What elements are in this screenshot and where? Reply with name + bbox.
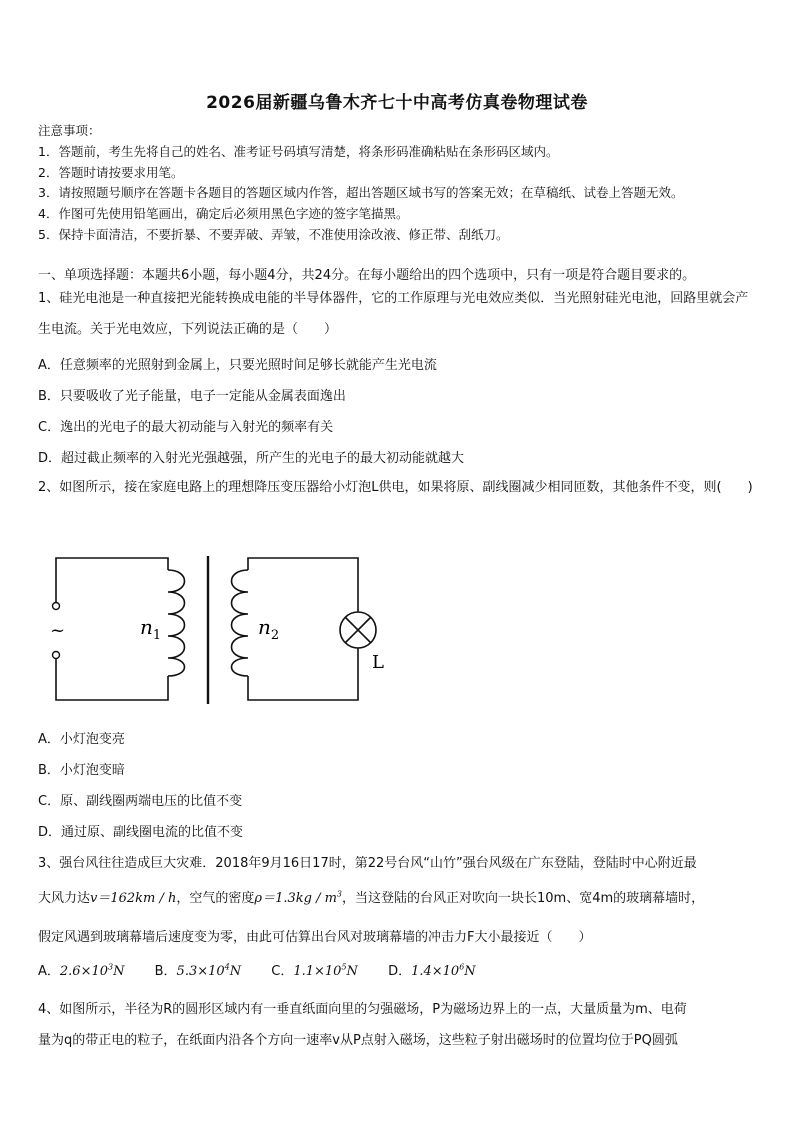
n1-label: $n_1$ bbox=[140, 615, 162, 643]
notice-item-5: 5．保持卡面清洁，不要折暴、不要弄破、弄皱，不准使用涂改液、修正带、刮纸刀。 bbox=[38, 227, 509, 242]
q1-option-a: A．任意频率的光照射到金属上，只要光照时间足够长就能产生光电流 bbox=[38, 358, 437, 373]
q3-option-a: A．$2.6\times 10^3N$ bbox=[38, 962, 125, 979]
primary-top-wire bbox=[56, 558, 168, 603]
air-density-expr: $\rho=1.3kg / m^3$ bbox=[254, 889, 343, 906]
q1-option-b: B．只要吸收了光子能量，电子一定能从金属表面逸出 bbox=[38, 389, 346, 404]
q1-option-d: D．超过截止频率的入射光光强越强，所产生的光电子的最大初动能就越大 bbox=[38, 451, 465, 466]
n2-label: $n_2$ bbox=[258, 615, 280, 643]
question-4-line-2: 量为q的带正电的粒子，在纸面内沿各个方向一速率v从P点射入磁场，这些粒子射出磁场时的位置均位于PQ圆弧 bbox=[38, 1033, 678, 1048]
q2-option-d: D．通过原、副线圈电流的比值不变 bbox=[38, 825, 244, 840]
wind-speed-expr: v＝162km / h bbox=[90, 891, 177, 906]
secondary-coil bbox=[232, 570, 249, 676]
question-4-line-1: 4、如图所示，半径为R的圆形区域内有一垂直纸面向里的匀强磁场，P为磁场边界上的一点，大量质量为m、电荷 bbox=[38, 1002, 687, 1017]
q2-option-b: B．小灯泡变暗 bbox=[38, 763, 125, 778]
primary-bottom-wire bbox=[56, 658, 168, 700]
q3-option-c: C．$1.1\times 10^5N$ bbox=[271, 962, 358, 979]
q3-option-b: B．$5.3\times 10^4N$ bbox=[154, 962, 242, 979]
terminal-bottom bbox=[53, 652, 60, 659]
q2-option-a: A．小灯泡变亮 bbox=[38, 732, 125, 747]
section-heading: 一、单项选择题：本题共6小题，每小题4分，共24分。在每小题给出的四个选项中，只有一项是符合题目要求的。 bbox=[38, 268, 696, 283]
question-1-stem: 1、硅光电池是一种直接把光能转换成电能的半导体器件，它的工作原理与光电效应类似．当光照射硅光电池，回路里就会产生电流。关于光电效应，下列说法正确的是（ ） bbox=[38, 291, 749, 337]
notice-item-2: 2．答题时请按要求用笔。 bbox=[38, 165, 184, 180]
question-2-stem: 2、如图所示，接在家庭电路上的理想降压变压器给小灯泡L供电，如果将原、副线圈减少相同匝数，其他条件不变，则( ) bbox=[38, 480, 753, 495]
question-3-line-3: 假定风遇到玻璃幕墙后速度变为零，由此可估算出台风对玻璃幕墙的冲击力F大小最接近（ ） bbox=[38, 930, 592, 945]
q3-options bbox=[38, 960, 502, 979]
question-3-line-2: 大风力达v＝162km / h，空气的密度$\rho=1.3kg / m^3$，当这登陆的台风正对吹向一块长10m、宽4m的玻璃幕墙时， bbox=[38, 889, 705, 906]
notice-item-4: 4．作图可先使用铅笔画出，确定后必须用黑色字迹的签字笔描黑。 bbox=[38, 206, 409, 221]
primary-coil bbox=[168, 570, 185, 676]
question-3-line-1: 3、强台风往往造成巨大灾难．2018年9月16日17时，第22号台风“山竹”强台风级在广东登陆，登陆时中心附近最 bbox=[38, 856, 697, 871]
q2-option-c: C．原、副线圈两端电压的比值不变 bbox=[38, 794, 243, 809]
q1-option-c: C．逸出的光电子的最大初动能与入射光的频率有关 bbox=[38, 420, 334, 435]
secondary-top-wire bbox=[248, 558, 358, 612]
notice-item-3: 3．请按照题号顺序在答题卡各题目的答题区域内作答，超出答题区域书写的答案无效；在草稿纸、试卷上答题无效。 bbox=[38, 185, 684, 200]
page-title: 2026届新疆乌鲁木齐七十中高考仿真卷物理试卷 bbox=[206, 93, 588, 113]
notice-heading: 注意事项： bbox=[38, 123, 101, 138]
transformer-circuit-diagram bbox=[40, 548, 384, 708]
terminal-top bbox=[53, 603, 60, 610]
secondary-bottom-wire bbox=[248, 648, 358, 700]
notice-item-1: 1．答题前，考生先将自己的姓名、准考证号码填写清楚，将条形码准确粘贴在条形码区域内。 bbox=[38, 144, 559, 159]
q3-option-d: D．$1.4\times 10^6N$ bbox=[388, 962, 476, 979]
lamp-label: L bbox=[372, 652, 384, 673]
ac-source-label: ~ bbox=[50, 620, 66, 641]
